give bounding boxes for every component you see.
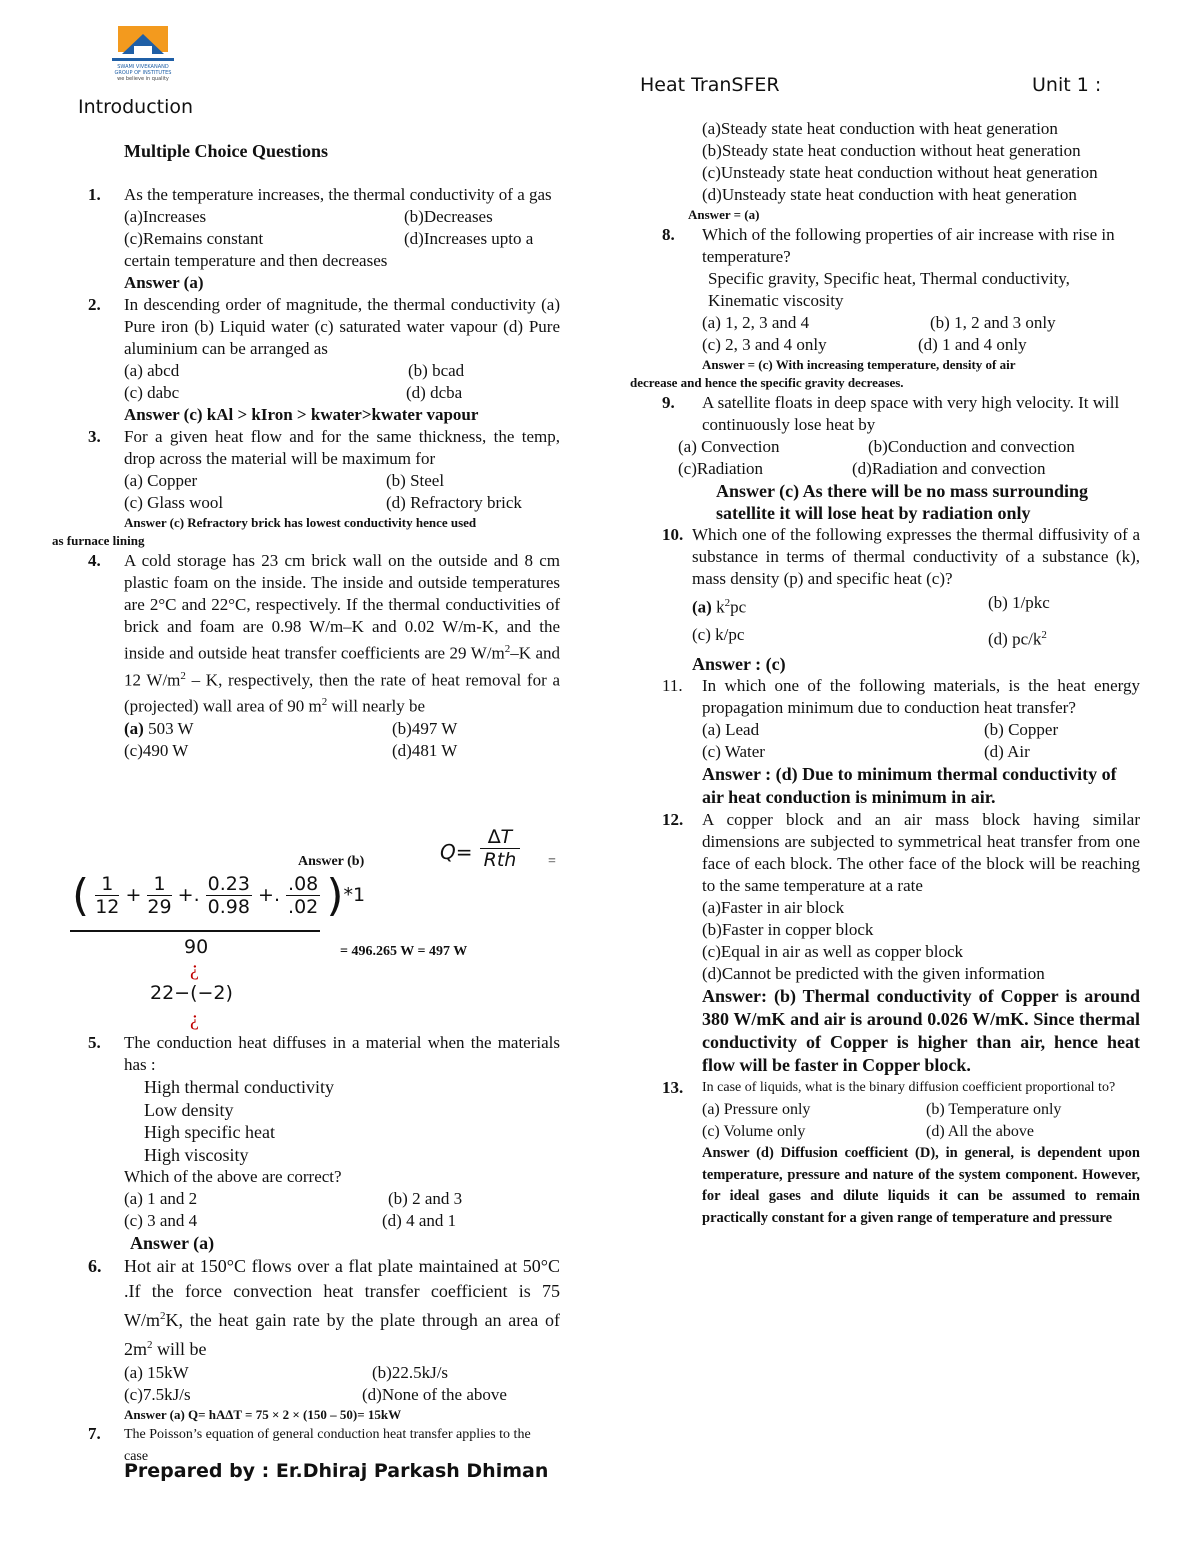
superscript: 2 [321, 696, 328, 709]
question-number: 4. [88, 551, 101, 570]
question-text: In case of liquids, what is the binary diffusion coefficient proportional to? [702, 1080, 1116, 1096]
answer: Answer (a) [124, 273, 204, 292]
question-text: For a given heat flow and for the same thickness, the temp, drop across the material will be maximum for [124, 427, 560, 468]
question-10 [662, 524, 1140, 675]
answer: Answer: (b) Thermal conductivity of Copper is around 380 W/mK and air is around 0.026 W/mK. Since thermal conductivity of Copper is higher than air, hence heat flow will be faster in Copper block. [702, 986, 1140, 1076]
logo-text-line-1: SWAMI VIVEKANAND [117, 64, 169, 70]
question-text-part-4: will nearly be [327, 696, 425, 716]
option-c: (c) Water [702, 742, 765, 762]
question-2 [88, 294, 560, 426]
option-d: (d)None of the above [362, 1385, 507, 1404]
option-a-tail: pc [730, 597, 747, 617]
option-a-label: (a) [692, 597, 712, 617]
option-a: (a) 1, 2, 3 and 4 [702, 313, 810, 332]
superscript: 2 [1041, 628, 1047, 641]
option-c: (c)7.5kJ/s [124, 1385, 191, 1404]
option-c: (c) 2, 3 and 4 only [702, 335, 827, 354]
question-8 [662, 224, 1140, 374]
q4-formula [0, 822, 600, 1032]
superscript: 2 [160, 1310, 166, 1322]
frac-3-den: 0.98 [207, 896, 250, 918]
option-b: (b) 1/pkc [988, 593, 1050, 612]
answer-continued: as furnace lining [52, 533, 145, 548]
numerator-difference: 22−(−2) [150, 982, 233, 1004]
option-c: (c)490 W [124, 740, 189, 760]
answer: Answer : (c) [692, 654, 786, 675]
unit-label: Unit 1 : [1032, 74, 1102, 96]
option-a: k [711, 597, 725, 617]
formula-q-equals: Q= [440, 840, 473, 864]
option-d: (d) All the above [926, 1123, 1034, 1141]
question-number: 8. [662, 225, 675, 244]
fraction-bar [70, 930, 320, 932]
answer: Answer = (c) With increasing temperature, density of air [702, 357, 1016, 372]
option-d: (d) 4 and 1 [382, 1211, 457, 1230]
equals-sign: = [548, 854, 556, 869]
option-d: (d) pc/k [988, 629, 1042, 649]
logo-text-line-2: GROUP OF INSTITUTES [114, 70, 172, 76]
frac-2-num: 1 [147, 873, 171, 896]
option-c: (c) Glass wool [124, 493, 224, 512]
question-text: The Poisson’s equation of general conduction heat transfer applies to the case [124, 1427, 531, 1464]
option-d: (d) 1 and 4 only [918, 335, 1027, 354]
list-item: Low density [144, 1099, 234, 1120]
institute-logo [104, 24, 182, 90]
option-c: (c) k/pc [692, 624, 745, 644]
left-paren: ( [72, 870, 90, 921]
question-5 [88, 1032, 560, 1254]
question-text [124, 1254, 560, 1362]
plus-sign: + [258, 884, 274, 906]
frac-3-num: 0.23 [207, 873, 250, 895]
formula-rth: Rth [483, 849, 517, 871]
frac-1-num: 1 [95, 873, 119, 896]
left-column-lower [88, 1032, 560, 1468]
question-6 [88, 1254, 560, 1362]
question-number: 1. [88, 185, 101, 204]
option-c: (c) 3 and 4 [124, 1211, 198, 1230]
option-a: (a) 1 and 2 [124, 1189, 198, 1208]
option-a: 503 W [143, 718, 194, 738]
option-b: (b) Steel [386, 471, 445, 490]
option-d: (d)Cannot be predicted with the given information [702, 964, 1045, 984]
section-label: Introduction [78, 96, 194, 118]
option-b: (b) bcad [408, 361, 465, 380]
answer: Answer (c) Refractory brick has lowest conductivity hence used [124, 515, 477, 530]
question-text: In descending order of magnitude, the thermal conductivity (a) Pure iron (b) Liquid water (c) saturated water vapour (d) Pure aluminium can be arranged as [124, 295, 560, 358]
question-number: 11. [662, 676, 683, 696]
question-number: 5. [88, 1033, 101, 1052]
times-one: *1 [343, 884, 366, 906]
question-text: A satellite floats in deep space with very high velocity. It will continuously lose heat by [702, 393, 1120, 434]
plus-sign: + [177, 884, 194, 906]
right-column [630, 118, 1140, 1229]
footer-prepared-by: Prepared by : Er.Dhiraj Parkash Dhiman [124, 1460, 549, 1482]
question-7-options [662, 118, 1140, 206]
question-number: 3. [88, 427, 101, 446]
list-item: High viscosity [144, 1144, 249, 1165]
answer: Answer (c) As there will be no mass surrounding satellite it will lose heat by radiation only [716, 481, 1089, 523]
option-a: (a)Increases [124, 207, 207, 226]
question-13 [662, 1077, 1140, 1229]
question-text-part-1: Hot air at 150°C flows over a flat plate maintained at 50°C .If the force convection heat transfer coefficient is 75 W/m [124, 1256, 560, 1330]
answer: Answer = (a) [688, 207, 760, 222]
list-item: High thermal conductivity [144, 1077, 334, 1097]
question-text [124, 550, 560, 718]
question-prompt: Which of the above are correct? [124, 1167, 342, 1186]
glyph-mark: ¿ [190, 958, 199, 980]
dot: . [273, 884, 280, 906]
option-a-label: (a) [124, 718, 144, 738]
option-b: (b) Temperature only [926, 1101, 1062, 1119]
option-a: (a) Copper [124, 471, 198, 490]
list-item: High specific heat [144, 1122, 275, 1142]
option-a: (a) Lead [702, 720, 760, 740]
answer: Answer (d) Diffusion coefficient (D), in general, is dependent upon temperature, pressure and nature of the system component. However, for ideal gases and dilute liquids it can be assumed to remain practically constant for a given range of temperature and pressure [702, 1145, 1140, 1226]
superscript: 2 [724, 597, 731, 609]
option-b: (b) 1, 2 and 3 only [930, 313, 1056, 332]
question-3 [88, 426, 560, 532]
question-text-part-2: K, the heat gain rate by the plate through an area of 2m [124, 1310, 560, 1359]
option-b: (b) 2 and 3 [388, 1189, 463, 1208]
question-number: 9. [662, 393, 675, 412]
frac-2-den: 29 [147, 896, 172, 918]
property-list: Specific gravity, Specific heat, Thermal conductivity, Kinematic viscosity [708, 269, 1070, 310]
answer: Answer (a) Q= hA∆T = 75 × 2 × (150 – 50)= 15kW [124, 1407, 402, 1422]
answer: Answer (a) [130, 1233, 215, 1253]
question-4 [88, 550, 560, 762]
right-paren: ) [326, 870, 344, 921]
option-d: (d) dcba [406, 383, 463, 402]
question-text: Which one of the following expresses the thermal diffusivity of a substance in terms of thermal conductivity of a substance (k), mass density (p) and specific heat (c)? [692, 525, 1140, 588]
glyph-mark: ¿ [190, 1008, 199, 1030]
formula-delta-t: ∆T [480, 826, 520, 849]
question-text: As the temperature increases, the thermal conductivity of a gas [124, 185, 552, 204]
question-text: The conduction heat diffuses in a material when the materials has : [124, 1033, 560, 1074]
option-b: (b)22.5kJ/s [372, 1363, 449, 1382]
option-d: (d)Radiation and convection [852, 459, 1046, 478]
option-c: (c)Unsteady state heat conduction without heat generation [702, 163, 1098, 182]
question-12 [662, 809, 1140, 1077]
question-text: A copper block and an air mass block having similar dimensions are subjected to symmetrical heat transfer from one face of each block. The other face of the block will be reaching to the same temperature at a rate [702, 810, 1140, 896]
answer: Answer (c) kAl > kIron > kwater>kwater vapour [124, 405, 479, 424]
superscript: 2 [180, 669, 186, 682]
option-d-continued: certain temperature and then decreases [124, 251, 388, 270]
question-9-options [662, 436, 1140, 480]
question-9 [662, 392, 1140, 436]
result: = 496.265 W = 497 W [340, 944, 468, 959]
option-c: (c) Volume only [702, 1123, 806, 1141]
option-c: (c) dabc [124, 383, 180, 402]
option-c: (c)Radiation [678, 459, 763, 478]
question-text: In which one of the following materials, is the heat energy propagation minimum due to conduction heat transfer? [702, 676, 1140, 718]
question-text-part-3: will be [152, 1339, 207, 1359]
question-number: 7. [88, 1424, 101, 1443]
question-number: 10. [662, 525, 684, 544]
question-text-part-3: – K, respectively, then the rate of heat removal for a (projected) wall area of 90 m [124, 670, 560, 716]
superscript: 2 [504, 643, 511, 655]
option-c: (c)Equal in air as well as copper block [702, 942, 964, 962]
denominator-90: 90 [184, 936, 209, 958]
question-text-part-1: A cold storage has 23 cm brick wall on the outside and 8 cm plastic foam on the inside. The inside and outside temperatures are 2°C and 22°C, respectively. If the thermal conductivities of brick and foam are 0.98 W/m–K and 0.02 W/m-K, and the inside and outside heat transfer coefficients are 29 W/m [124, 551, 560, 663]
question-number: 6. [88, 1256, 102, 1276]
option-b: (b)Faster in copper block [702, 920, 874, 940]
option-b: (b) Copper [984, 720, 1059, 740]
superscript: 2 [147, 1339, 153, 1351]
option-a: (a)Steady state heat conduction with heat generation [702, 119, 1058, 138]
answer: Answer : (d) Due to minimum thermal conductivity of air heat conduction is minimum in air. [702, 764, 1117, 808]
subject-title: Heat TranSFER [640, 74, 780, 96]
option-a: (a)Faster in air block [702, 898, 845, 918]
option-d: (d)Increases upto a [404, 229, 534, 248]
answer-continued: decrease and hence the specific gravity decreases. [630, 375, 904, 390]
question-6-options [88, 1362, 560, 1424]
question-11 [662, 675, 1140, 809]
option-a: (a) Pressure only [702, 1101, 811, 1119]
plus-sign: + [125, 884, 142, 906]
option-b: (b)Steady state heat conduction without heat generation [702, 141, 1081, 160]
question-number: 12. [662, 810, 684, 830]
page-title: Multiple Choice Questions [124, 141, 329, 161]
option-d: (d) Air [984, 742, 1030, 762]
option-a: (a) Convection [678, 437, 780, 456]
question-1 [88, 184, 560, 294]
question-number: 13. [662, 1078, 684, 1098]
option-a: (a) abcd [124, 361, 180, 380]
frac-4-num: .08 [288, 873, 319, 895]
answer: Answer (b) [298, 854, 365, 869]
question-text: Which of the following properties of air increase with rise in temperature? [702, 225, 1115, 266]
option-a: (a) 15kW [124, 1363, 189, 1382]
frac-1-den: 12 [95, 896, 120, 918]
logo-text-line-3: we believe in quality [117, 76, 169, 82]
frac-4-den: .02 [288, 896, 319, 918]
dot: . [193, 884, 200, 906]
option-d: (d) Refractory brick [386, 493, 522, 512]
option-d: (d)481 W [392, 740, 458, 760]
option-d: (d)Unsteady state heat conduction with heat generation [702, 185, 1077, 204]
option-b: (b)Conduction and convection [868, 437, 1075, 456]
option-b: (b)Decreases [404, 207, 493, 226]
question-text-part-2: –K and 12 W/m [124, 643, 560, 690]
left-column [52, 140, 560, 762]
option-c: (c)Remains constant [124, 229, 264, 248]
option-b: (b)497 W [392, 718, 458, 738]
question-number: 2. [88, 295, 101, 314]
